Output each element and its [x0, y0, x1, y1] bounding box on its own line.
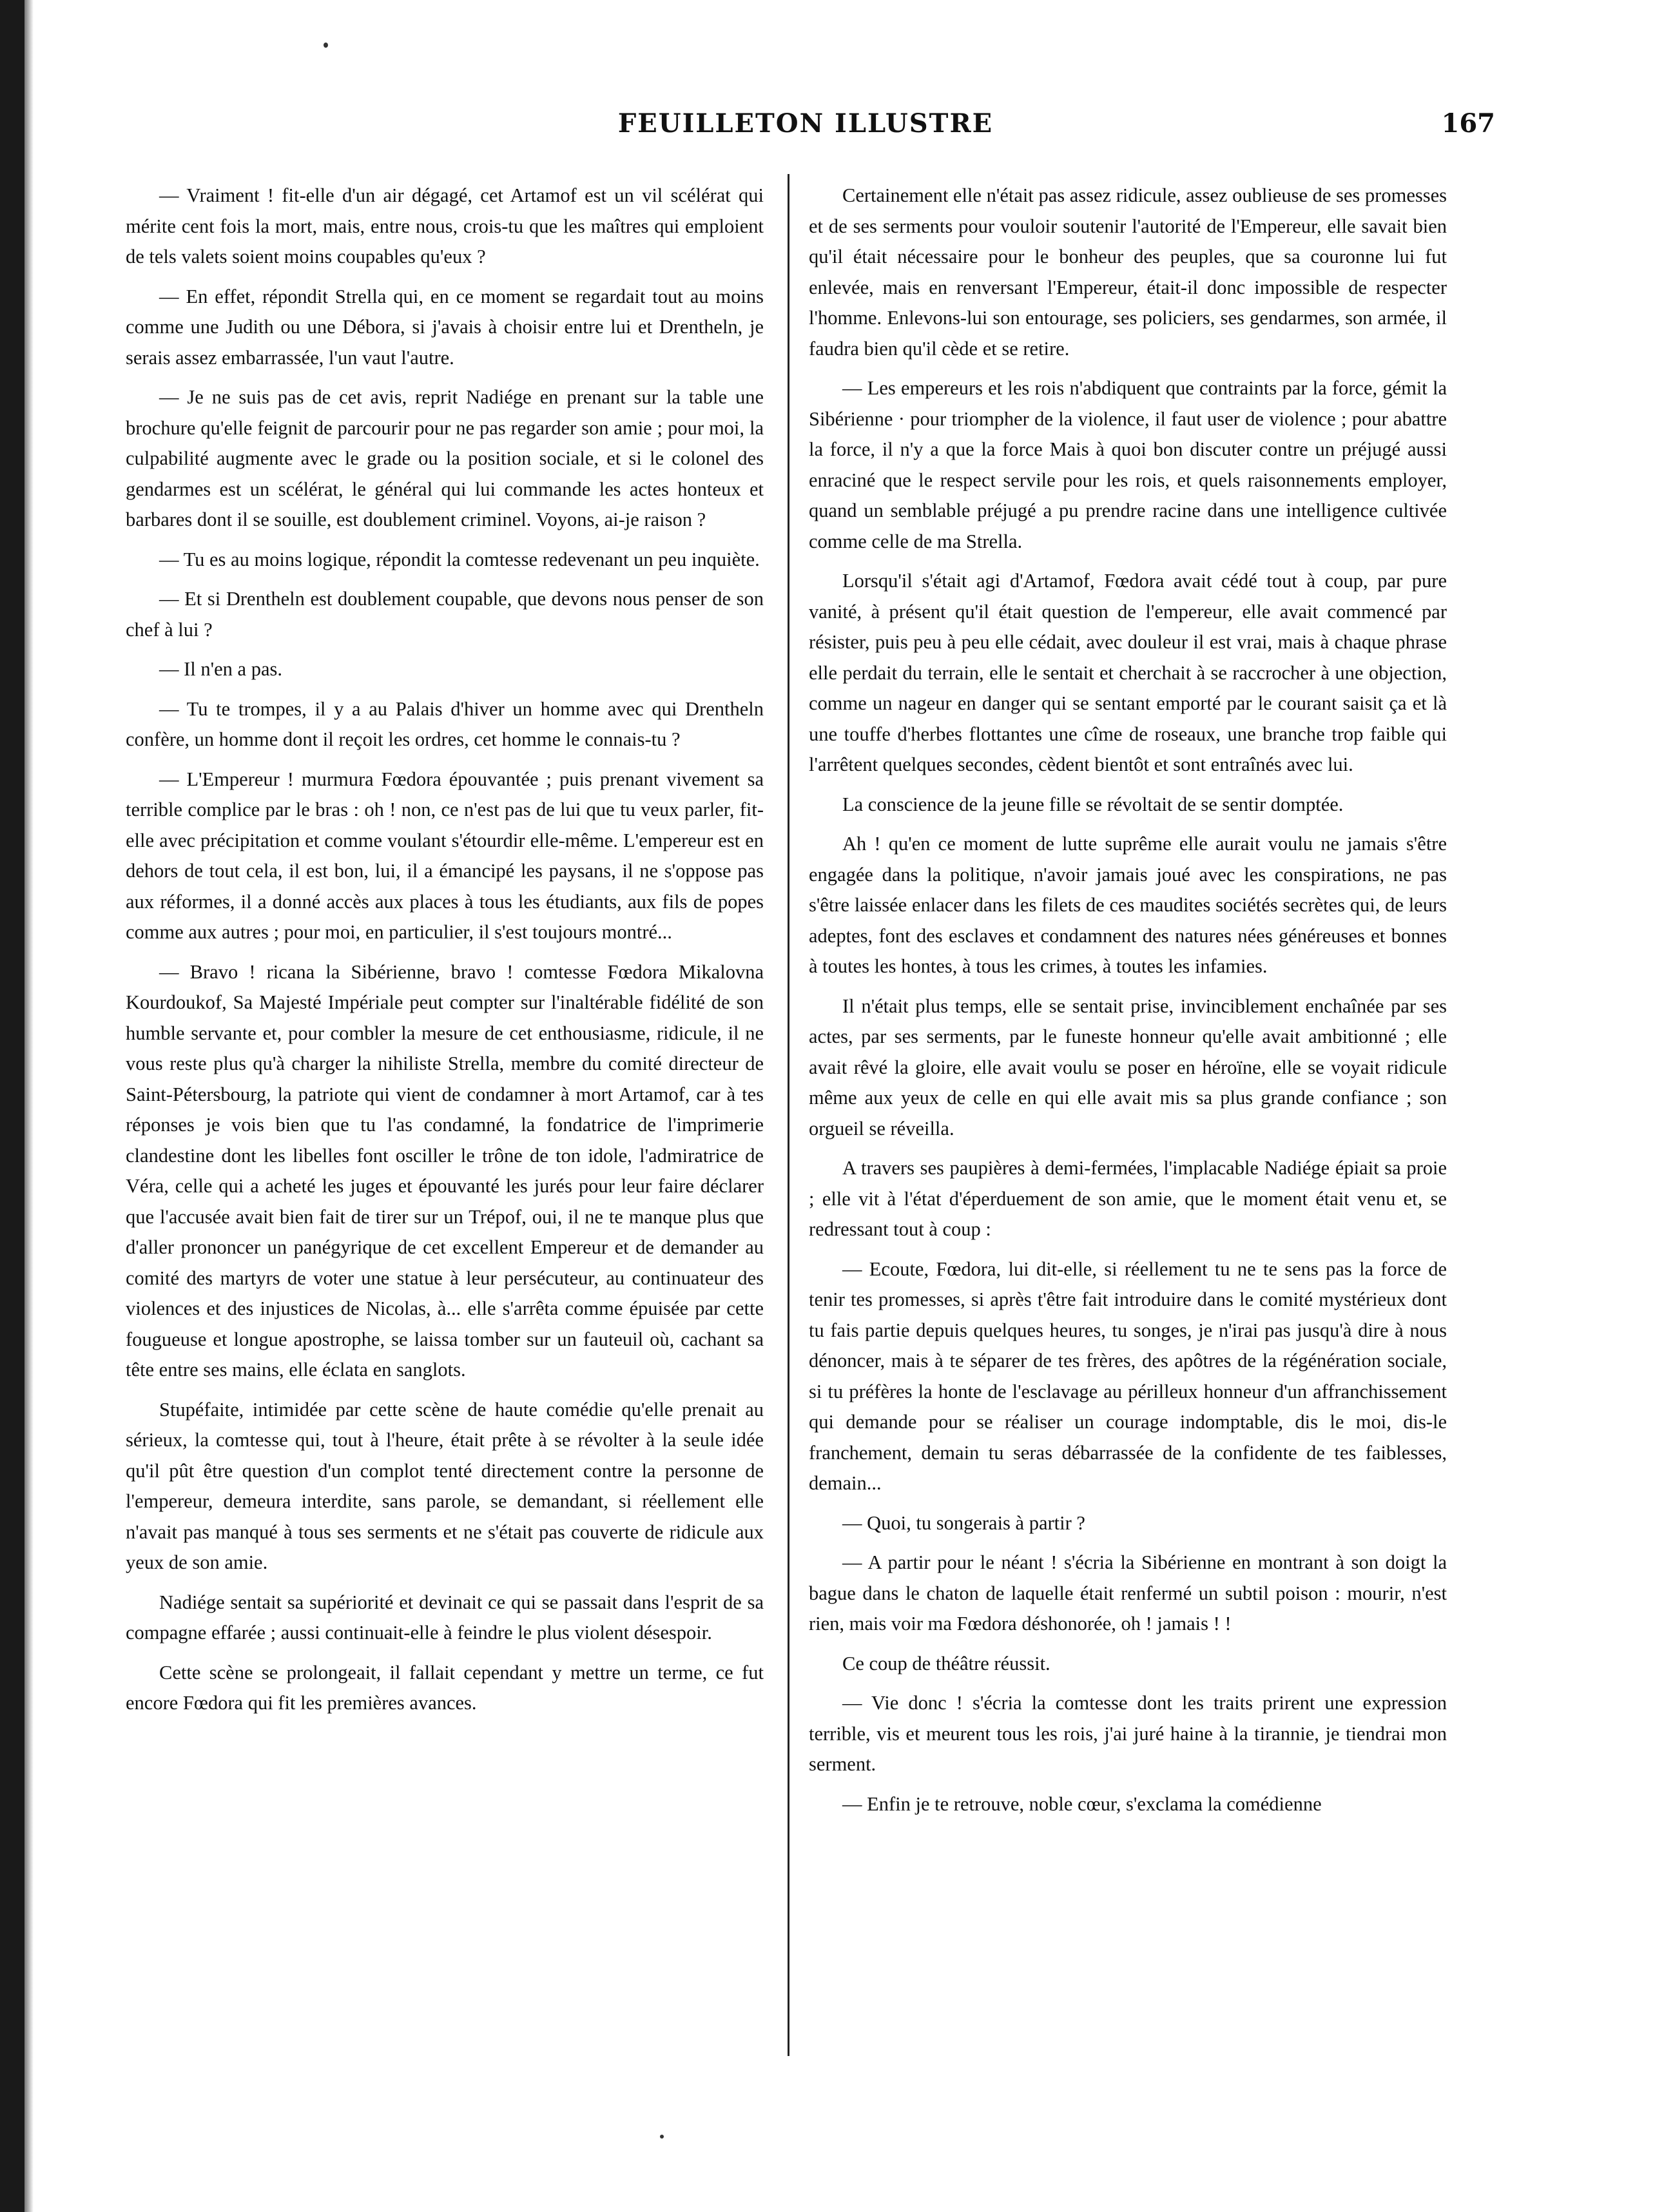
- paragraph: — En effet, répondit Strella qui, en ce moment se regardait tout au moins comme une Judith ou une Débora, si j'avais à choisir entre lui et Drentheln, je serais assez embarrassée, l'un vaut l'autre.: [126, 285, 764, 369]
- paragraph: Ah ! qu'en ce moment de lutte suprême elle aurait voulu ne jamais s'être engagée dans la politique, n'avoir jamais joué avec les conspirations, ne pas s'être laissée enlacer dans les filets de ces maudites sociétés secrètes qui, de leurs adeptes, font des esclaves et condamnent des natures nées généreuses et bonnes à toutes les hontes, à tous les crimes, à toutes les infamies.: [809, 833, 1447, 977]
- paragraph: Il n'était plus temps, elle se sentait prise, invinciblement enchaînée par ses actes, par ses serments, par le funeste honneur qu'elle avait ambitionné ; elle avait rêvé la gloire, elle avait voulu se poser en héroïne, elle se voyait ridicule même aux yeux de celle en qui elle avait mis sa plus grande confiance ; son orgueil se réveilla.: [809, 994, 1447, 1140]
- paragraph: Ce coup de théâtre réussit.: [842, 1652, 1050, 1674]
- paragraph: A travers ses paupières à demi-fermées, l'implacable Nadiége épiait sa proie ; elle vit à l'état d'éperduement de son amie, que le moment était venu et, se redressant tout à coup :: [809, 1157, 1447, 1240]
- paragraph: La conscience de la jeune fille se révoltait de se sentir domptée.: [842, 793, 1344, 815]
- running-head: [116, 108, 1495, 147]
- paragraph: — Enfin je te retrouve, noble cœur, s'exclama la comédienne: [842, 1792, 1322, 1815]
- paragraph: Lorsqu'il s'était agi d'Artamof, Fœdora avait cédé tout à coup, par pure vanité, à présent qu'il était question de l'empereur, elle avait commencé par résister, puis peu à peu elle cédait, avec douleur il est vrai, mais à chaque phrase elle perdait du terrain, elle le sentait et cherchait à se raccrocher à une objection, comme un nageur en danger qui se sentant emporté par le courant saisit ça et là une touffe d'herbes flottantes une cîme de roseaux, une branche trop faible qui l'arrêtent quelques secondes, cèdent bientôt et sont entraînés avec lui.: [809, 570, 1447, 775]
- paragraph: Stupéfaite, intimidée par cette scène de haute comédie qu'elle prenait au sérieux, la comtesse qui, tout à l'heure, était prête à se révolter à la seule idée qu'il pût être question d'un complot tenté directement contre la personne de l'empereur, demeura interdite, sans parole, se demandant, si réellement elle n'avait pas manqué à tous ses serments et ne s'était pas couverte de ridicule aux yeux de son amie.: [126, 1398, 764, 1573]
- ink-speck: [324, 43, 328, 48]
- paragraph: — L'Empereur ! murmura Fœdora épouvantée ; puis prenant vivement sa terrible complice par le bras : oh ! non, ce n'est pas de lui que tu veux parler, fit-elle avec précipitation et comme voulant s'étourdir elle-même. L'empereur est en dehors de tout cela, il est bon, lui, il a émancipé les paysans, il ne s'oppose pas aux réformes, il a donné accès aux places à tous les étudiants, aux fils de popes comme aux autres ; pour moi, en particulier, il s'est toujours montré...: [126, 768, 764, 943]
- left-column: [126, 180, 764, 2082]
- page-number: 167: [1441, 108, 1495, 139]
- ink-speck: [660, 2135, 664, 2139]
- column-divider: [788, 174, 789, 2056]
- paragraph: — Vraiment ! fit-elle d'un air dégagé, cet Artamof est un vil scélérat qui mérite cent fois la mort, mais, entre nous, crois-tu que les maîtres qui emploient de tels valets soient moins coupables qu'eux ?: [126, 184, 764, 267]
- running-title: FEUILLETON ILLUSTRE: [617, 108, 994, 139]
- paragraph: — Quoi, tu songerais à partir ?: [842, 1511, 1085, 1534]
- paragraph: — Les empereurs et les rois n'abdiquent que contraints par la force, gémit la Sibérienne · pour triompher de la violence, il faut user de violence ; pour abattre la force, il n'y a que la force Mais à quoi bon discuter contre un préjugé aussi enraciné que le respect servile pour les rois, et quels raisonnements employer, quand un semblable préjugé a pu prendre racine dans une intelligence cultivée comme celle de ma Strella.: [809, 377, 1447, 552]
- paragraph: — Vie donc ! s'écria la comtesse dont les traits prirent une expression terrible, vis et meurent tous les rois, j'ai juré haine à la tirannie, je tiendrai mon serment.: [809, 1692, 1447, 1775]
- paragraph: — Il n'en a pas.: [159, 658, 282, 680]
- paragraph: — Je ne suis pas de cet avis, reprit Nadiége en prenant sur la table une brochure qu'elle feignit de parcourir pour ne pas regarder son amie ; pour moi, la culpabilité augmente avec le grade ou la position sociale, et si le colonel des gendarmes est un scélérat, le général qui lui commande les actes honteux et barbares dont il se souille, est doublement criminel. Voyons, ai-je raison ?: [126, 386, 764, 530]
- paragraph: — Tu te trompes, il y a au Palais d'hiver un homme avec qui Drentheln confère, un homme dont il reçoit les ordres, cet homme le connais-tu ?: [126, 697, 764, 750]
- paragraph: — Tu es au moins logique, répondit la comtesse redevenant un peu inquiète.: [159, 548, 760, 570]
- page-binding-edge: [0, 0, 24, 2212]
- paragraph: Certainement elle n'était pas assez ridicule, assez oublieuse de ses promesses et de ses serments pour vouloir soutenir l'autorité de l'Empereur, elle savait bien qu'il était nécessaire pour le bonheur des peuples, que sa couronne lui fut enlevée, mais en renversant l'Empereur, était-il donc impossible de respecter l'homme. Enlevons-lui son entourage, ses policiers, ses gendarmes, son armée, il faudra bien qu'il cède et se retire.: [809, 184, 1447, 360]
- paragraph: Nadiége sentait sa supériorité et devinait ce qui se passait dans l'esprit de sa compagne effarée ; aussi continuait-elle à feindre le plus violent désespoir.: [126, 1591, 764, 1644]
- paragraph: — Bravo ! ricana la Sibérienne, bravo ! comtesse Fœdora Mikalovna Kourdoukof, Sa Majesté Impériale peut compter sur l'inaltérable fidélité de son humble servante et, pour combler la mesure de cet enthousiasme, ridicule, il ne vous reste plus qu'à charger la nihiliste Strella, membre du comité directeur de Saint-Pétersbourg, la patriote qui vient de condamner à mort Artamof, car à tes réponses je vois bien que tu l'as condamné, la fondatrice de l'imprimerie clandestine dont les libelles font osciller le trône de ton idole, l'admiratrice de Véra, celle qui a acheté les juges et épouvanté les jurés pour leur faire déclarer que l'accusée avait bien fait de tirer sur un Trépof, oui, il ne te manque plus que d'aller prononcer un panégyrique de cet excellent Empereur et de demander au comité des martyrs de voter une statue à leur persécuteur, au continuateur des violences et des injustices de Nicolas, à... elle s'arrêta comme épuisée par cette fougueuse et longue apostrophe, se laissa tomber sur un fauteuil où, cachant sa tête entre ses mains, elle éclata en sanglots.: [126, 960, 764, 1381]
- right-column: [809, 180, 1447, 2082]
- paragraph: — A partir pour le néant ! s'écria la Sibérienne en montrant à son doigt la bague dans le chaton de laquelle était renfermé un subtil poison : mourir, n'est rien, mais voir ma Fœdora déshonorée, oh ! jamais ! !: [809, 1551, 1447, 1635]
- paragraph: Cette scène se prolongeait, il fallait cependant y mettre un terme, ce fut encore Fœdora qui fit les premières avances.: [126, 1661, 764, 1714]
- paragraph: — Ecoute, Fœdora, lui dit-elle, si réellement tu ne te sens pas la force de tenir tes promesses, si après t'être fait introduire dans le comité mystérieux dont tu fais partie depuis quelques heures, tu songes, je n'irai pas jusqu'à dire à nous dénoncer, mais à te séparer de tes frères, des apôtres de la régénération sociale, si tu préfères la honte de l'esclavage au périlleux honneur d'un affranchissement qui demande pour se réaliser un courage indomptable, dis le moi, dis-le franchement, demain tu seras débarrassée de la confidente de tes faiblesses, demain...: [809, 1257, 1447, 1494]
- paragraph: — Et si Drentheln est doublement coupable, que devons nous penser de son chef à lui ?: [126, 588, 764, 641]
